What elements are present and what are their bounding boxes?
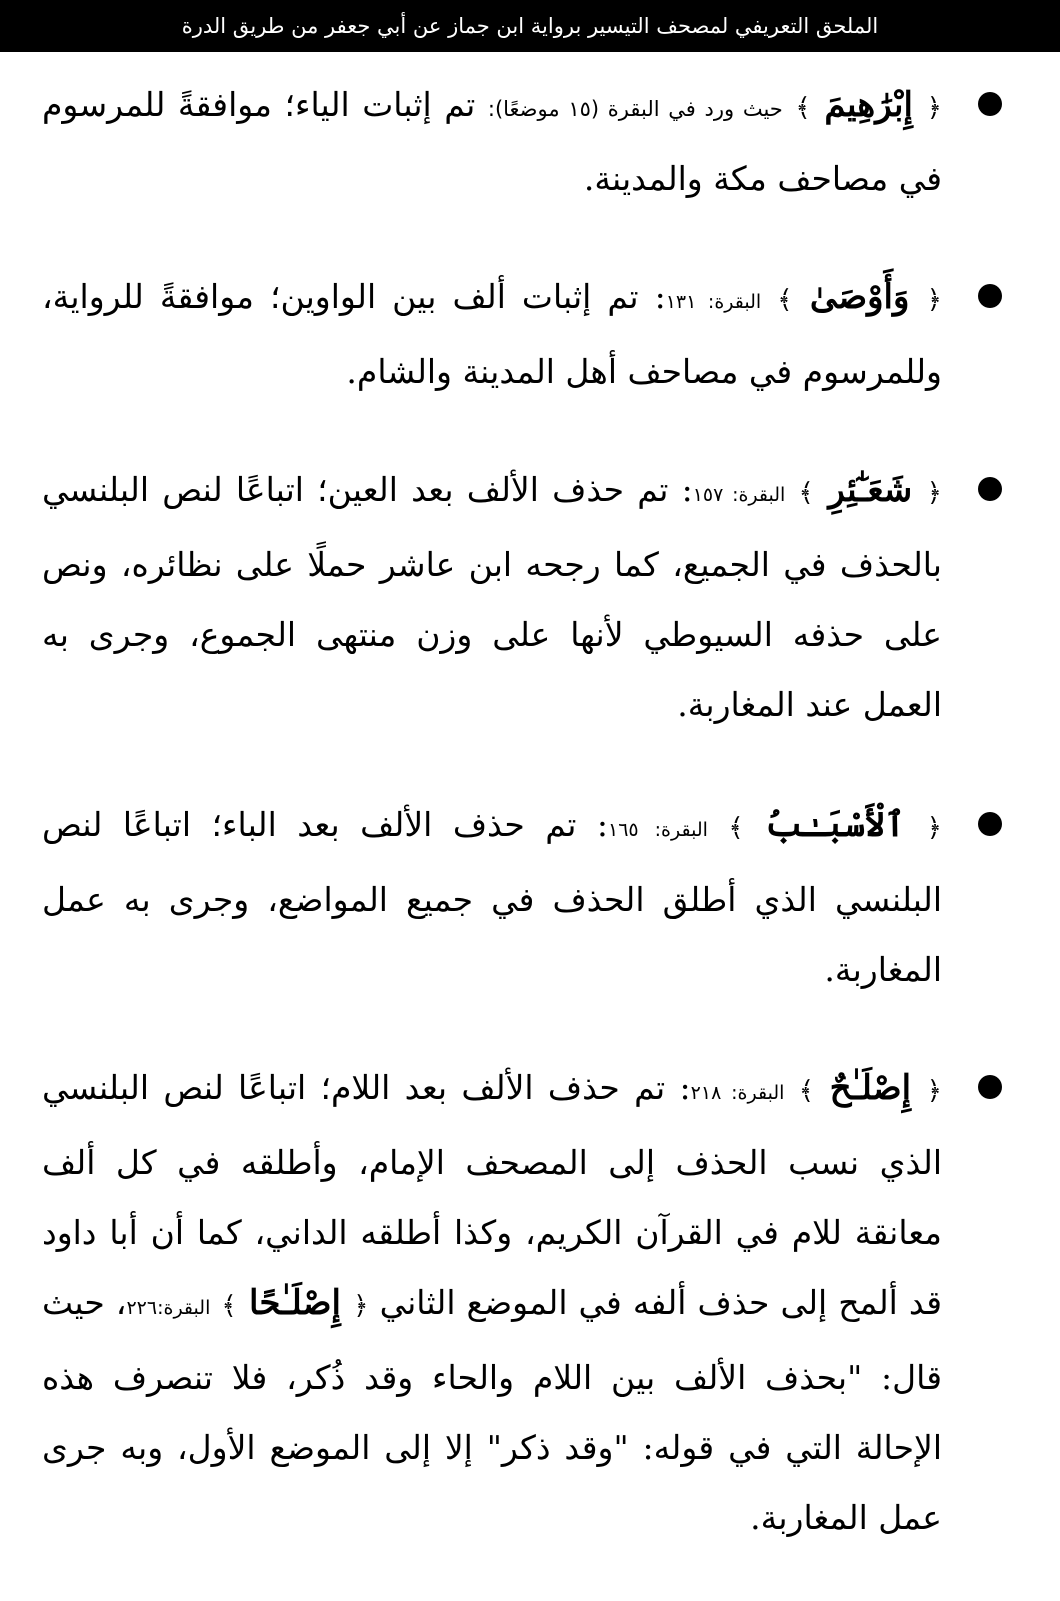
entry-text: : تم حذف الألف بعد الباء؛ اتباعًا لنص البلنسي الذي أطلق الحذف في جميع المواضع، وجرى به عمل المغاربة.	[42, 805, 942, 989]
bullet-icon	[978, 284, 1002, 308]
ornate-bracket-open-icon: ﴿	[926, 93, 943, 123]
header-title: الملحق التعريفي لمصحف التيسير برواية ابن جماز عن أبي جعفر من طريق الدرة	[181, 14, 879, 38]
verse-reference: البقرة: ١٦٥	[608, 819, 708, 841]
ornate-bracket-open-icon: ﴿	[353, 1291, 369, 1321]
entry-note: حيث ورد في البقرة (١٥ موضعًا):	[487, 97, 783, 121]
ornate-bracket-close-icon: ﴾	[798, 478, 814, 508]
verse-reference: البقرة: ٢١٨	[690, 1082, 785, 1104]
ornate-bracket-close-icon: ﴾	[221, 1291, 237, 1321]
entry-text: : تم إثبات ألف بين الواوين؛ موافقةً للرواية، وللمرسوم في مصاحف أهل المدينة والشام.	[42, 277, 942, 391]
entry-islah	[42, 1053, 1002, 1553]
entry-text: : تم حذف الألف بعد اللام؛ اتباعًا لنص البلنسي الذي نسب الحذف إلى المصحف الإمام، وأطلقه في كل ألف معانقة للام في القرآن الكريم، وكذا أطلقه الداني، كما أن أبا داود قد ألمح إلى حذف ألفه في الموضع الثاني	[42, 1068, 942, 1322]
verse-reference: البقرة: ١٥٧	[692, 484, 786, 506]
verse-reference: البقرة: ١٣١	[665, 291, 762, 313]
entry-wa-awsa	[42, 262, 1002, 407]
quran-word: ﴿ ٱلْأَسْبَـٰبُ ﴾	[728, 805, 943, 845]
entry-text-continued: ، حيث قال: "بحذف الألف بين اللام والحاء وقد ذُكر، فلا تنصرف هذه الإحالة التي في قوله: "وقد ذكر" إلا إلى الموضع الأول، وبه جرى عمل المغاربة.	[42, 1283, 942, 1537]
quran-word: ﴿ إِبْرَٰهِيمَ ﴾	[795, 85, 943, 125]
bullet-icon	[978, 92, 1002, 116]
quran-word: ﴿ إِصْلَـٰحٌ ﴾	[798, 1068, 942, 1108]
entry-text: : تم حذف الألف بعد العين؛ اتباعًا لنص البلنسي بالحذف في الجميع، كما رجحه ابن عاشر حملًا على نظائره، ونص على حذفه السيوطي لأنها على وزن منتهى الجموع، وجرى به العمل عند المغاربة.	[42, 470, 942, 724]
bullet-icon	[978, 1075, 1002, 1099]
bullet-icon	[978, 477, 1002, 501]
entries-list	[42, 70, 1002, 1601]
ornate-bracket-open-icon: ﴿	[926, 478, 943, 508]
entry-shaair	[42, 455, 1002, 740]
ornate-bracket-close-icon: ﴾	[795, 93, 811, 123]
quran-word-second: ﴿ إِصْلَـٰحًا ﴾	[221, 1283, 369, 1323]
quran-word: ﴿ شَعَـٰٓئِرِ ﴾	[798, 470, 943, 510]
entry-text: تم إثبات الياء؛ موافقةً للمرسوم في مصاحف مكة والمدينة.	[42, 85, 942, 198]
ornate-bracket-close-icon: ﴾	[777, 285, 793, 315]
ornate-bracket-open-icon: ﴿	[926, 813, 943, 843]
quran-word: ﴿ وَأَوْصَىٰ ﴾	[777, 277, 943, 317]
entry-al-asbab	[42, 790, 1002, 1005]
entry-ibrahim	[42, 70, 1002, 214]
verse-reference-second: البقرة:٢٢٦	[126, 1297, 211, 1319]
ornate-bracket-close-icon: ﴾	[728, 813, 744, 843]
ornate-bracket-close-icon: ﴾	[798, 1076, 814, 1106]
ornate-bracket-open-icon: ﴿	[926, 1076, 942, 1106]
ornate-bracket-open-icon: ﴿	[926, 285, 943, 315]
page-header	[0, 0, 1060, 52]
bullet-icon	[978, 812, 1002, 836]
